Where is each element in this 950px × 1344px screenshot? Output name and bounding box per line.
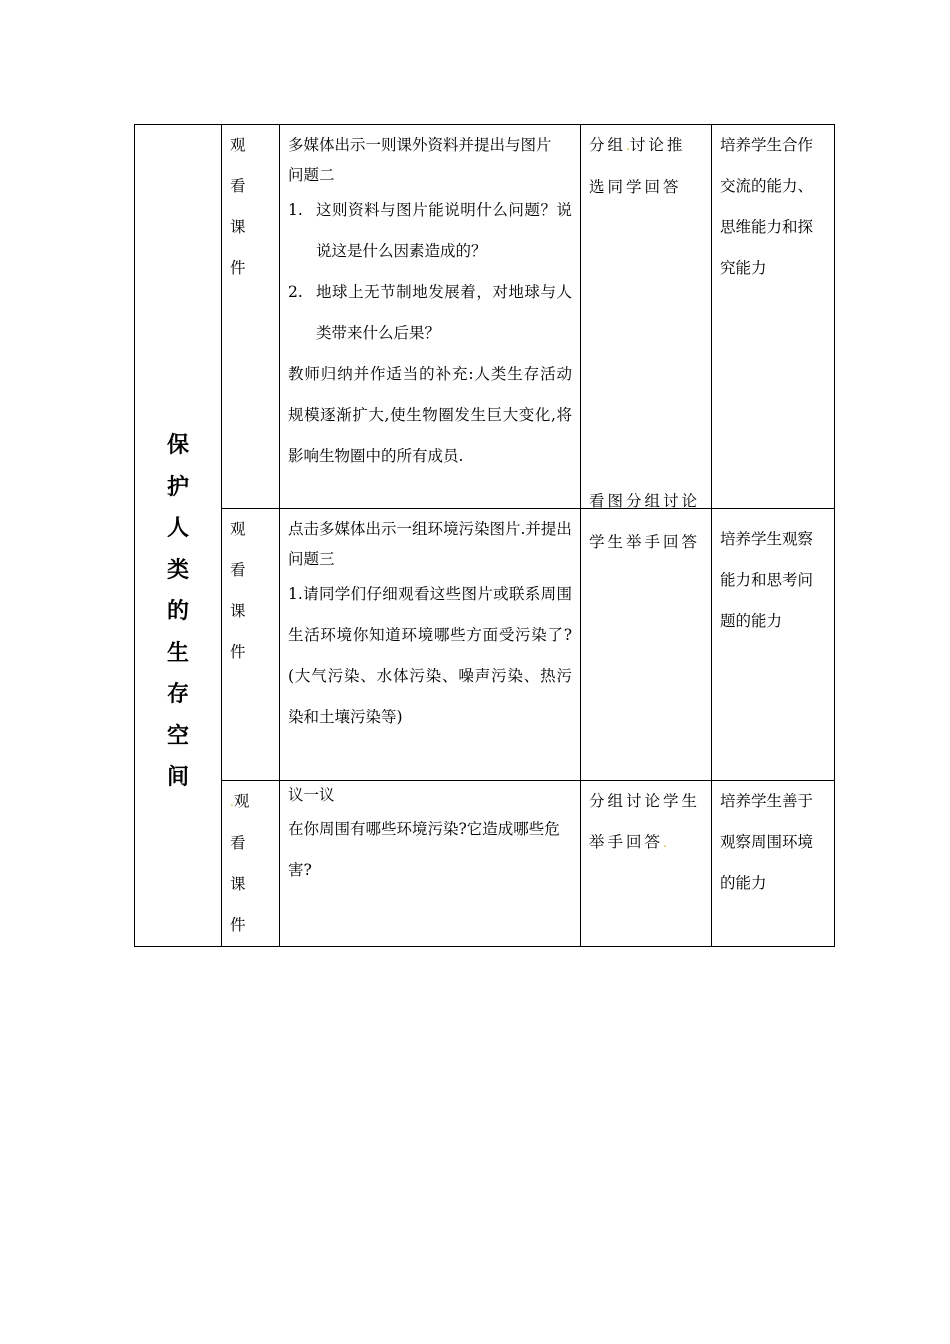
teacher-activity-cell — [280, 509, 581, 781]
teacher-heading: 议一议 — [288, 786, 335, 804]
question-text: 地球上无节制地发展着，对地球与人类带来什么后果？ — [316, 283, 572, 342]
dot-mark: . — [663, 836, 667, 850]
teacher-body: 1.请同学们仔细观看这些图片或联系周围生活环境你知道环境哪些方面受污染了?(大气污染、水体污染、噪声污染、热污染和土壤污染等) — [288, 585, 572, 726]
question-number: 1. — [288, 201, 303, 219]
purpose-cell — [712, 509, 835, 781]
purpose-cell — [712, 125, 835, 509]
teacher-summary: 教师归纳并作适当的补充:人类生存活动规模逐渐扩大,使生物圈发生巨大变化,将影响生物圈中的所有成员. — [288, 365, 572, 465]
topic-title: 保护人类的生存空间 — [166, 433, 189, 790]
teacher-body: 在你周围有哪些环境污染?它造成哪些危害? — [288, 820, 560, 879]
question-number: 2. — [288, 283, 303, 301]
teacher-intro: 点击多媒体出示一组环境污染图片.并提出 — [288, 520, 572, 538]
activity-cell — [222, 125, 280, 509]
teacher-intro: 多媒体出示一则课外资料并提出与图片 — [288, 136, 552, 154]
student-text-a: 分组 — [589, 136, 627, 154]
activity-label: 观 看 课件 — [230, 792, 258, 934]
question-text: 这则资料与图片能说明什么问题？说说这是什么因素造成的？ — [316, 201, 572, 260]
table-row — [135, 509, 835, 781]
teacher-activity-cell — [280, 125, 581, 509]
student-text-b: 讨论推选同学回答 — [589, 136, 686, 196]
table-row — [135, 781, 835, 947]
lesson-plan-table — [134, 124, 835, 947]
student-activity-cell — [581, 492, 712, 781]
dot-mark: . — [230, 795, 234, 809]
student-activity-cell — [581, 125, 712, 509]
student-activity-cell — [581, 781, 712, 947]
purpose-text: 培养学生观察能力和思考问题的能力 — [720, 530, 814, 630]
teacher-activity-cell — [280, 781, 581, 947]
purpose-text: 培养学生善于观察周围环境的能力 — [720, 792, 814, 892]
teacher-heading: 问题二 — [288, 166, 335, 184]
activity-label: 观 看 课件 — [230, 520, 254, 661]
activity-cell — [222, 781, 280, 947]
purpose-text: 培养学生合作交流的能力、思维能力和探究能力 — [720, 136, 814, 277]
dot-mark: . — [626, 139, 630, 153]
question-item — [288, 272, 572, 354]
activity-cell — [222, 509, 280, 781]
student-text: 分组讨论学生举手回答 — [589, 792, 701, 851]
question-item — [288, 190, 572, 272]
student-text: 看图分组讨论学生举手回答 — [589, 492, 701, 551]
purpose-cell — [712, 781, 835, 947]
activity-label: 观 看 课件 — [230, 136, 254, 277]
table-row — [135, 125, 835, 509]
teacher-heading: 问题三 — [288, 550, 335, 568]
topic-cell — [135, 125, 222, 947]
